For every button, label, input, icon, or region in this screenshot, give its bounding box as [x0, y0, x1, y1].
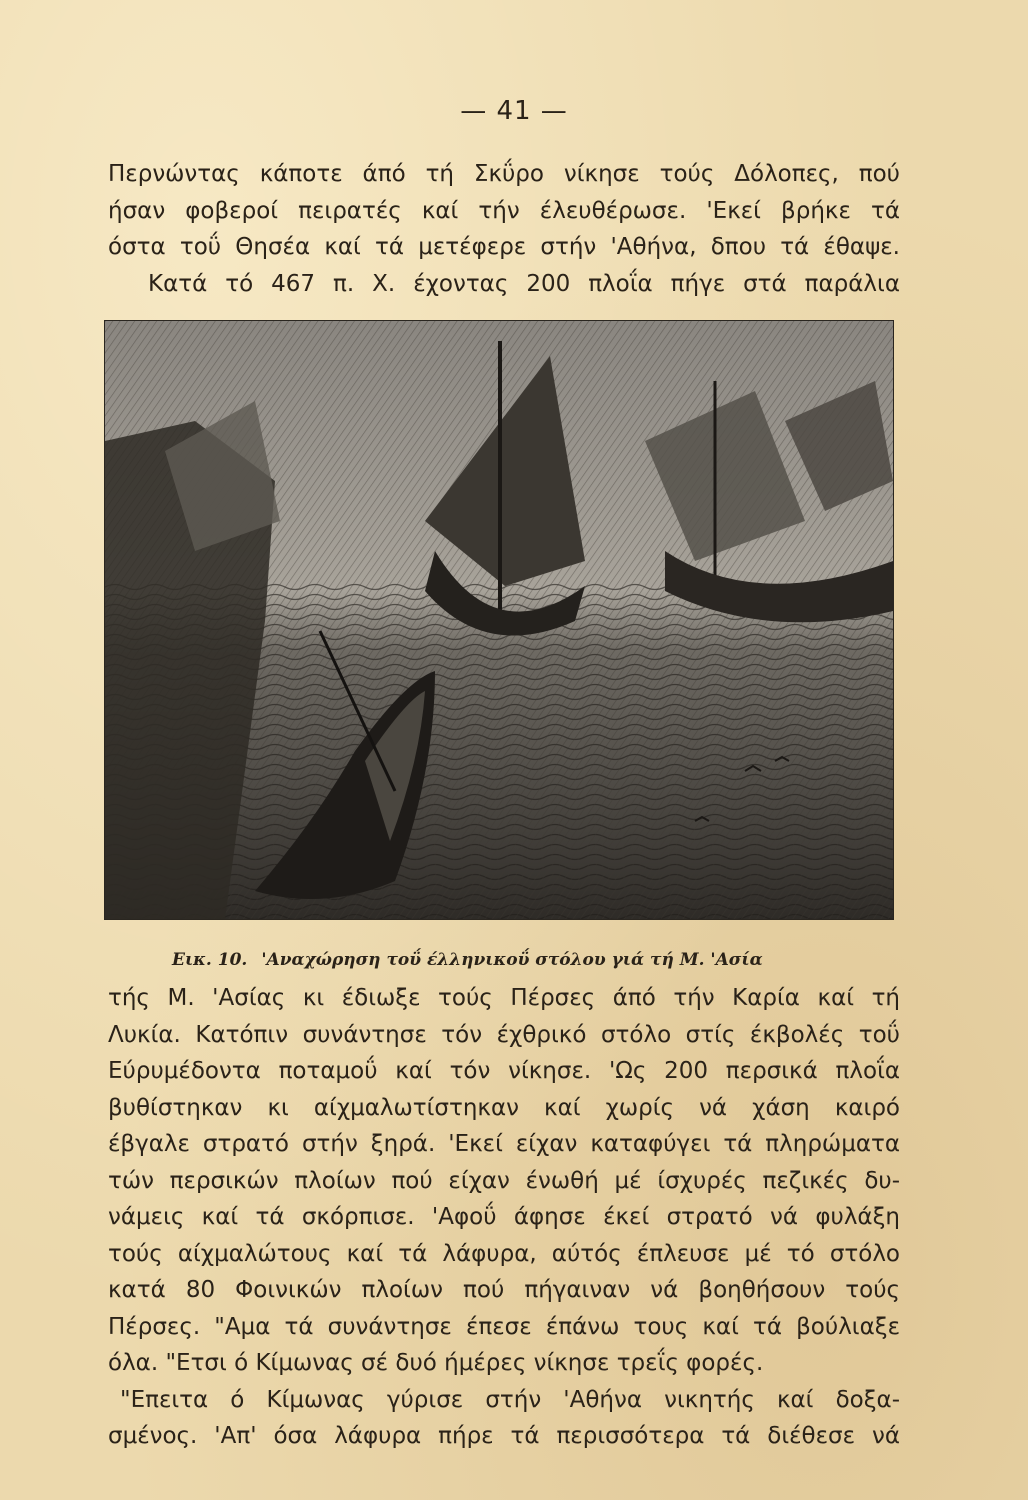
text-line: Λυκία. Κατόπιν συνάντησε τόν έχθρικό στόλο στίς έκβολές τοΰ	[108, 1021, 900, 1048]
text-line: Εύρυμέδοντα ποταμοΰ καί τόν νίκησε. 'Ως 200 περσικά πλοΐα	[108, 1058, 900, 1084]
text-line: όλα. "Ετσι ό Κίμωνας σέ δυό ήμέρες νίκησε τρεΐς φορές.	[108, 1350, 764, 1376]
bottom-paragraph	[108, 980, 900, 1455]
ships-illustration	[104, 320, 894, 920]
text-line: Κατά τό 467 π. Χ. έχοντας 200 πλοΐα πήγε στά παράλια	[148, 270, 900, 297]
figure-caption	[172, 950, 872, 970]
text-line: βυθίστηκαν κι αίχμαλωτίστηκαν καί χωρίς νά χάση καιρό	[108, 1094, 900, 1121]
text-line: σμένος. 'Απ' όσα λάφυρα πήρε τά περισσότερα τά διέθεσε νά	[108, 1423, 900, 1449]
text-line: τής Μ. 'Ασίας κι έδιωξε τούς Πέρσες άπό τήν Καρία καί τή	[108, 985, 900, 1011]
text-line: "Επειτα ό Κίμωνας γύρισε στήν 'Αθήνα νικητής καί δοξα-	[120, 1386, 900, 1413]
text-line: Περνώντας κάποτε άπό τή Σκΰρο νίκησε τούς Δόλοπες, πού	[108, 161, 900, 187]
text-line: Πέρσες. "Αμα τά συνάντησε έπεσε έπάνω τους καί τά βούλιαξε	[108, 1313, 900, 1340]
text-line: τούς αίχμαλώτους καί τά λάφυρα, αύτός έπλευσε μέ τό στόλο	[108, 1240, 900, 1267]
text-line: τών περσικών πλοίων πού είχαν ένωθή μέ ίσχυρές πεζικές δυ-	[108, 1167, 900, 1194]
text-line: ήσαν φοβεροί πειρατές καί τήν έλευθέρωσε. 'Εκεί βρήκε τά	[108, 197, 900, 224]
text-line: κατά 80 Φοινικών πλοίων πού πήγαιναν νά βοηθήσουν τούς	[108, 1277, 900, 1303]
page-number: — 41 —	[460, 96, 568, 126]
text-line: όστα τοΰ Θησέα καί τά μετέφερε στήν 'Αθήνα, δπου τά έθαψε.	[108, 234, 900, 260]
figure-label: Εικ. 10.	[172, 950, 248, 970]
figure-caption-text: 'Αναχώρηση τοΰ έλληνικοΰ στόλου γιά τή Μ. 'Ασία	[261, 950, 763, 970]
text-line: νάμεις καί τά σκόρπισε. 'Αφοΰ άφησε έκεί στρατό νά φυλάξη	[108, 1204, 900, 1230]
text-line: έβγαλε στρατό στήν ξηρά. 'Εκεί είχαν καταφύγει τά πληρώματα	[108, 1131, 900, 1157]
top-paragraph	[108, 156, 900, 302]
engraving-ships-illustration-icon	[105, 321, 893, 919]
